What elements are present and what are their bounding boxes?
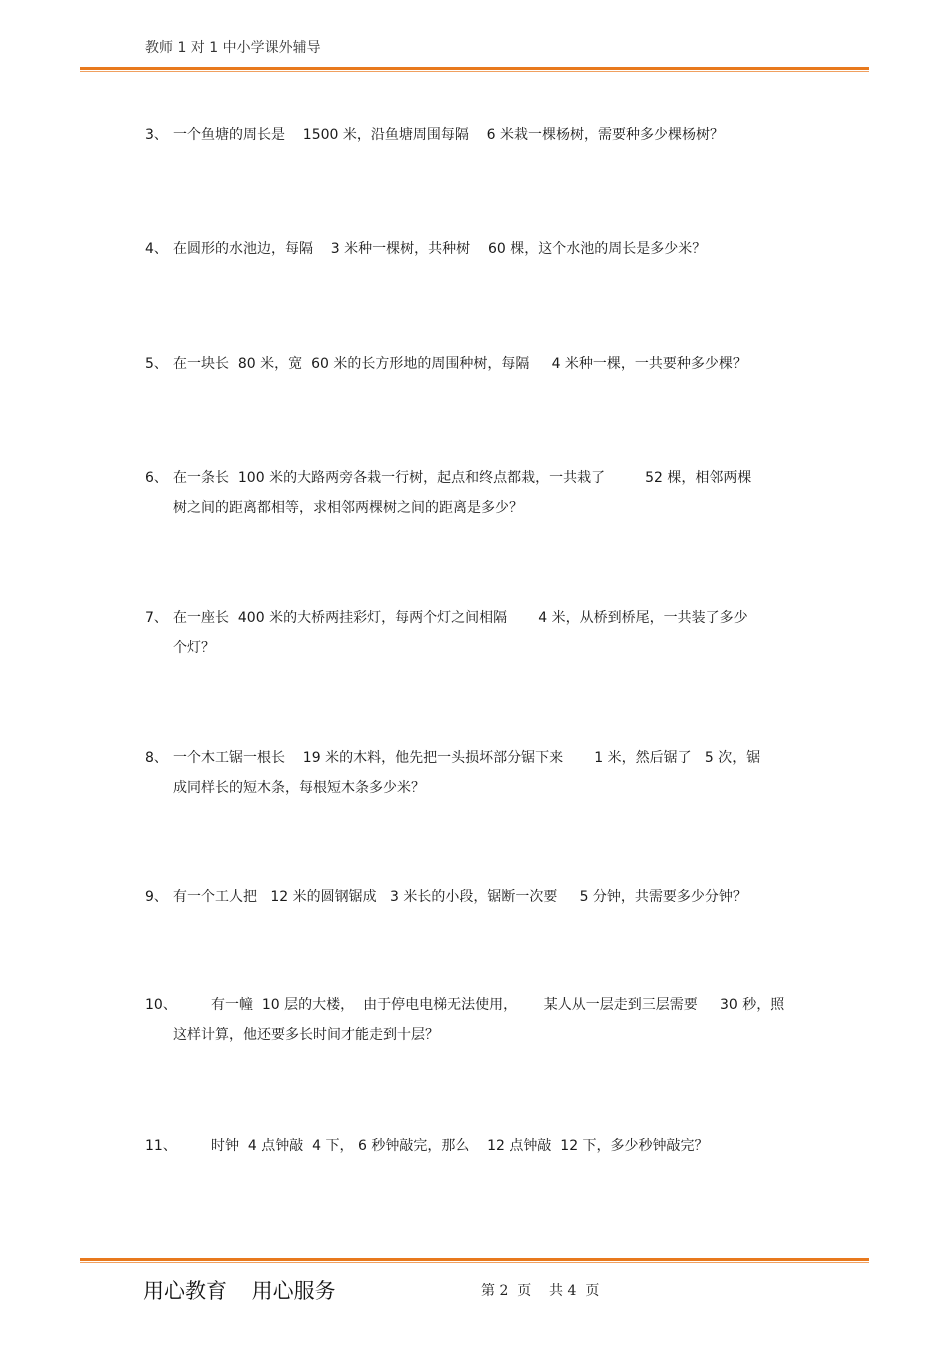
question-text-continued: 个灯？	[173, 640, 215, 656]
question-number: 7、	[145, 610, 168, 626]
question-10	[145, 990, 825, 1050]
question-text-continued: 这样计算，他还要多长时间才能走到十层？	[173, 1027, 439, 1043]
footer-rule	[80, 1258, 869, 1263]
question-9	[145, 882, 825, 912]
page-number: 第 2 页 共 4 页	[481, 1283, 600, 1299]
question-number: 11、	[145, 1138, 177, 1154]
question-text: 在一条长 100 米的大路两旁各栽一行树，起点和终点都栽，一共栽了 52 棵，相邻两棵	[173, 470, 752, 486]
question-5	[145, 349, 825, 379]
question-11	[145, 1131, 825, 1161]
header-title: 教师 1 对 1 中小学课外辅导	[145, 40, 321, 56]
question-3	[145, 120, 825, 150]
header-rule	[80, 67, 869, 72]
question-number: 4、	[145, 241, 168, 257]
question-number: 9、	[145, 889, 168, 905]
question-8	[145, 743, 825, 803]
question-7	[145, 603, 825, 663]
question-text: 在一块长 80 米，宽 60 米的长方形地的周围种树，每隔 4 米种一棵，一共要种多少棵？	[173, 356, 747, 372]
question-number: 6、	[145, 470, 168, 486]
question-number: 5、	[145, 356, 168, 372]
question-text: 在一座长 400 米的大桥两挂彩灯，每两个灯之间相隔 4 米，从桥到桥尾，一共装了多少	[173, 610, 748, 626]
question-text: 一个木工锯一根长 19 米的木料，他先把一头损坏部分锯下来 1 米，然后锯了 5 次，锯	[173, 750, 761, 766]
question-text-continued: 成同样长的短木条，每根短木条多少米？	[173, 780, 425, 796]
question-text: 一个鱼塘的周长是 1500 米，沿鱼塘周围每隔 6 米栽一棵杨树，需要种多少棵杨树？	[173, 127, 725, 143]
question-6	[145, 463, 825, 523]
question-number: 10、	[145, 997, 177, 1013]
question-number: 3、	[145, 127, 168, 143]
question-number: 8、	[145, 750, 168, 766]
question-text: 时钟 4 点钟敲 4 下， 6 秒钟敲完，那么 12 点钟敲 12 下，多少秒钟敲完？	[211, 1138, 709, 1154]
question-text: 有一个工人把 12 米的圆钢锯成 3 米长的小段，锯断一次要 5 分钟，共需要多少分钟？	[173, 889, 747, 905]
question-text-continued: 树之间的距离都相等，求相邻两棵树之间的距离是多少？	[173, 500, 523, 516]
question-text: 有一幢 10 层的大楼， 由于停电电梯无法使用， 某人从一层走到三层需要 30 秒，照	[211, 997, 785, 1013]
question-4	[145, 234, 825, 264]
footer-slogan: 用心教育 用心服务	[143, 1279, 336, 1303]
question-text: 在圆形的水池边，每隔 3 米种一棵树，共种树 60 棵，这个水池的周长是多少米？	[173, 241, 707, 257]
